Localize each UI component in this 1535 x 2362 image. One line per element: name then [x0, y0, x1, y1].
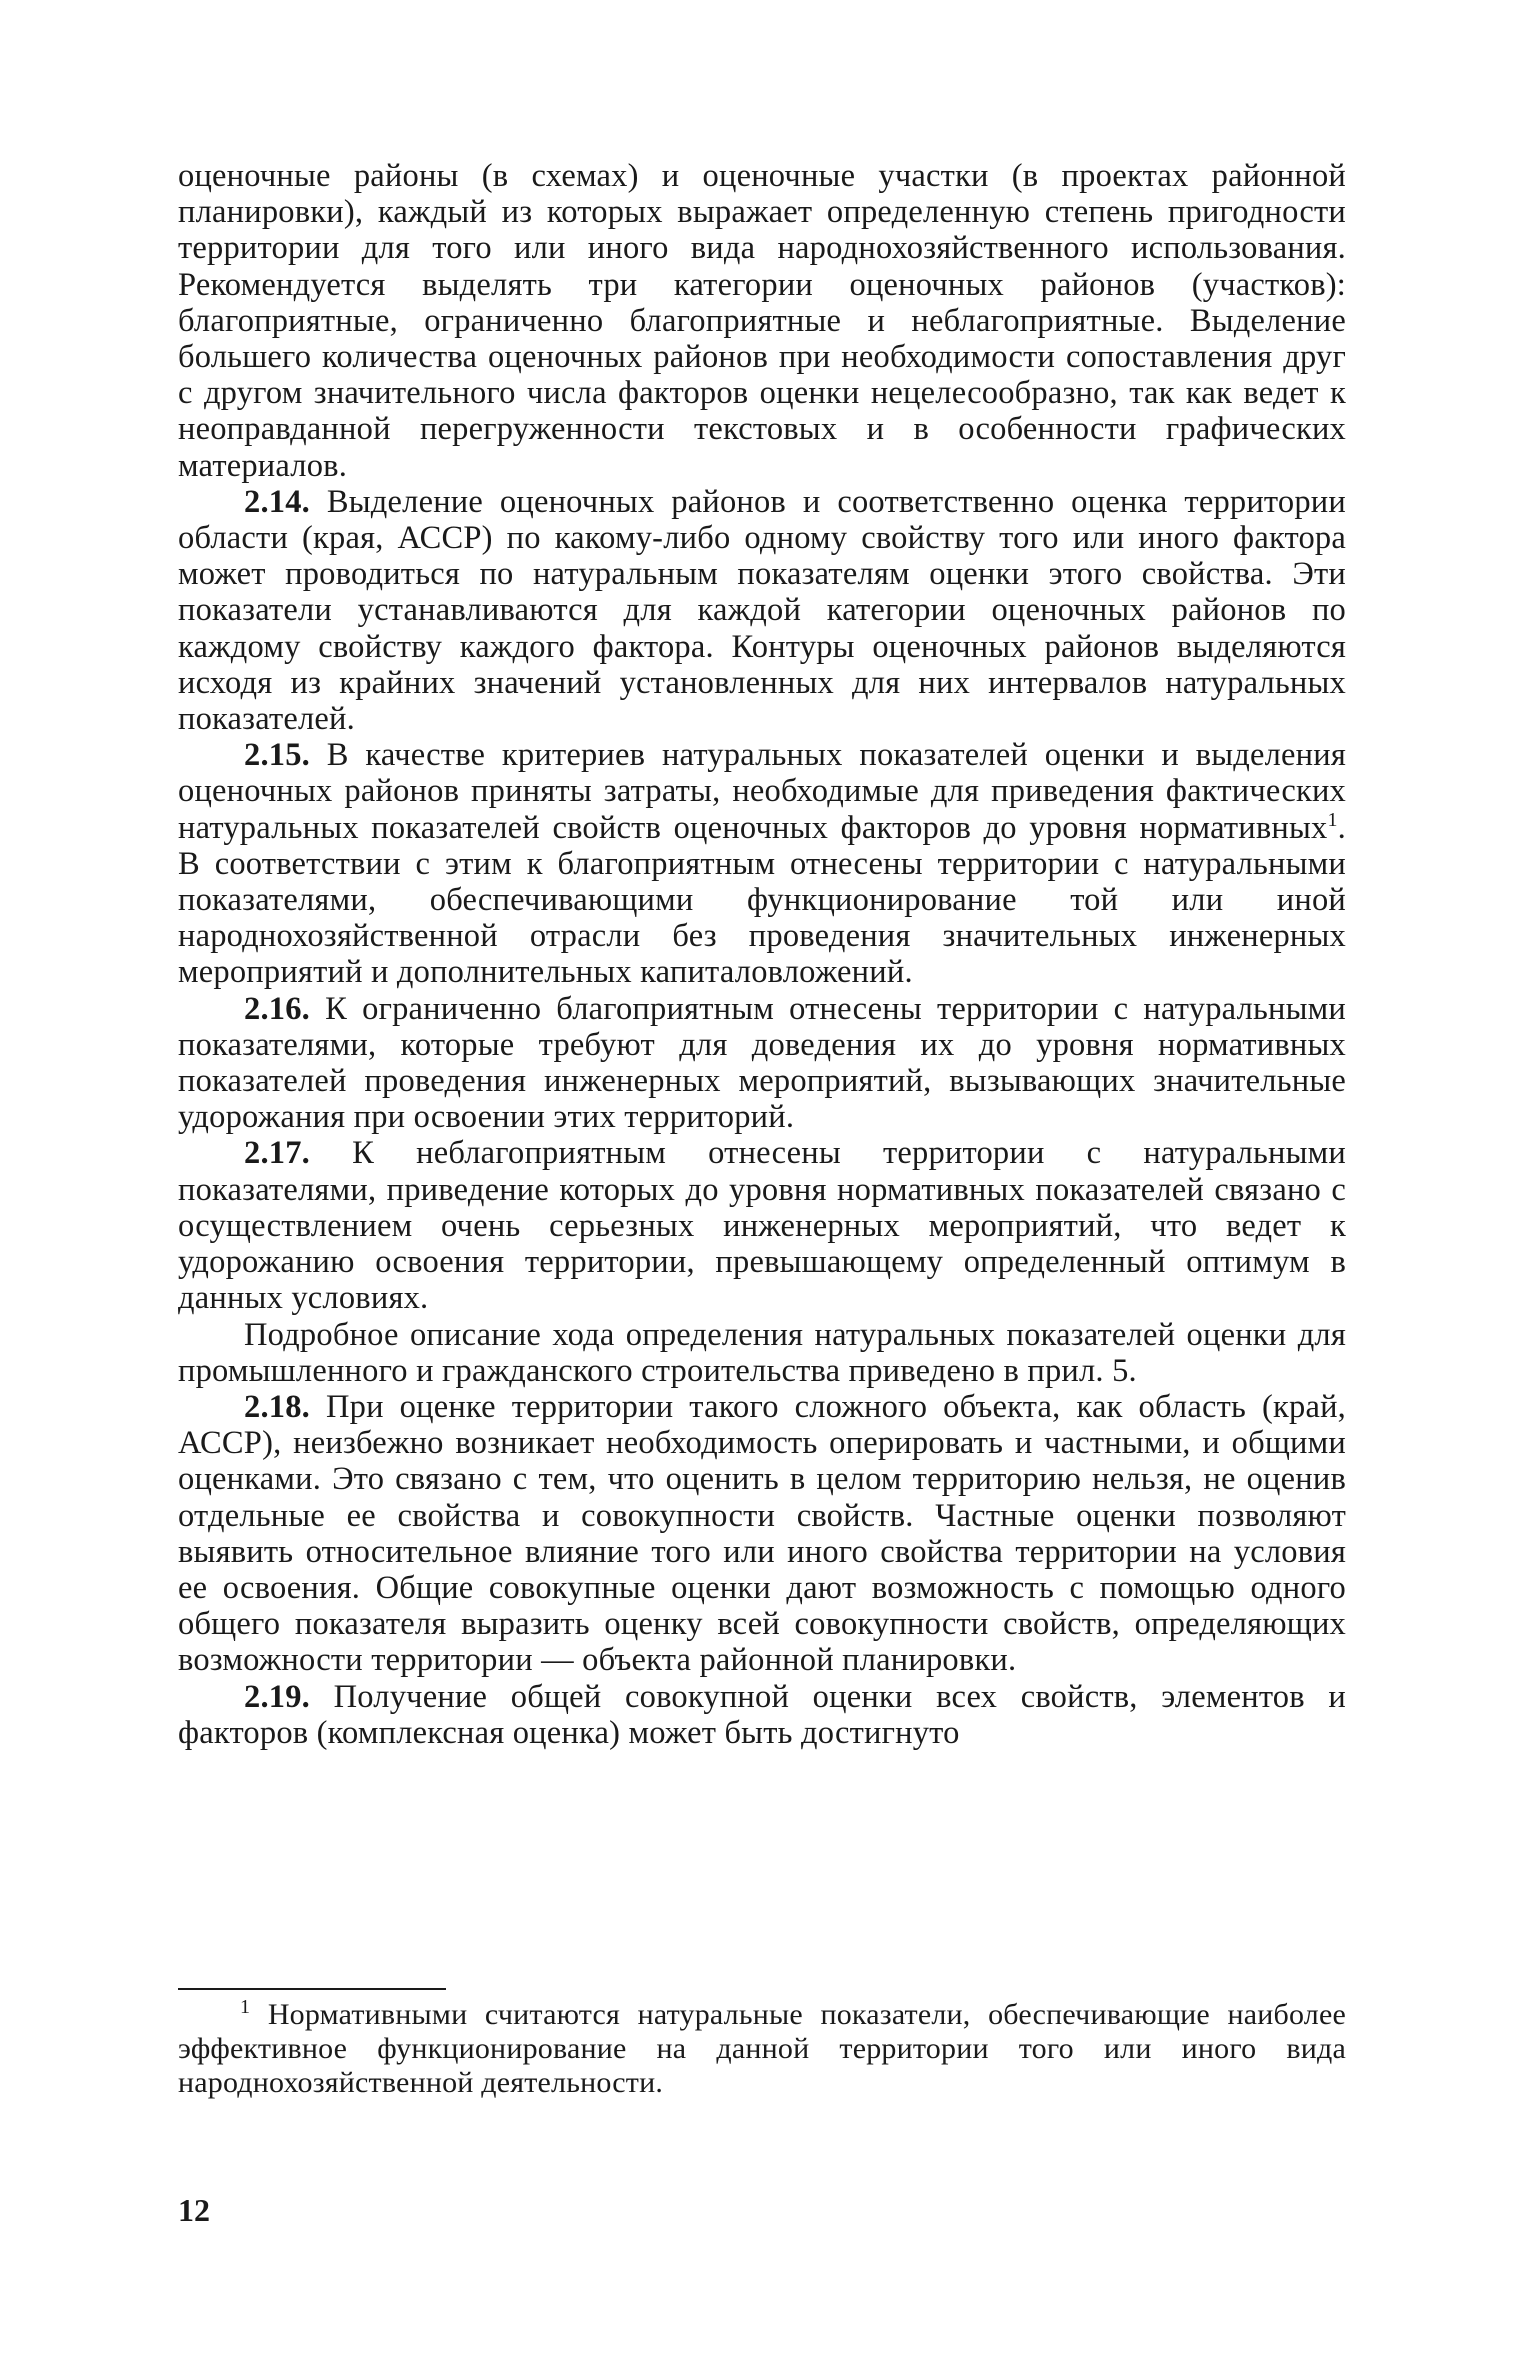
paragraph-text: Выделение оценочных районов и соответственно оценка территории области (края, АССР) по какому-либо одному свойству того или иного фактора может проводиться по натуральным показателям оценки этого свойства. Эти показатели устанавливаются для каждой категории оценочных районов по каждому свойству каждого фактора. Контуры оценочных районов выделяются исходя из крайних значений установленных для них интервалов натуральных показателей. — [178, 483, 1346, 738]
paragraph-number: 2.15. — [244, 737, 310, 774]
body-text — [178, 158, 1346, 1751]
paragraph-text: К неблагоприятным отнесены территории с натуральными показателями, приведение которых до уровня нормативных показателей связано с осуществлением очень серьезных инженерных мероприятий, что ведет к удорожанию освоения территории, превышающему определенный оптимум в данных условиях. — [178, 1135, 1346, 1317]
footnote-text: Нормативными считаются натуральные показатели, обеспечивающие наиболее эффективное функционирование на данной территории того или иного вида народнохозяйственной деятельности. — [178, 1998, 1346, 2099]
paragraph-text: Получение общей совокупной оценки всех свойств, элементов и факторов (комплексная оценка) может быть достигнуто — [178, 1678, 1346, 1751]
paragraph-number: 2.17. — [244, 1135, 310, 1172]
footnote-mark: 1 — [240, 1996, 251, 2018]
paragraph-text: В качестве критериев натуральных показателей оценки и выделения оценочных районов приняты затраты, необходимые для приведения фактических натуральных показателей свойств оценочных факторов до уровня нормативных — [178, 737, 1346, 846]
paragraph-2-19 — [178, 1679, 1346, 1751]
paragraph-number: 2.16. — [244, 990, 310, 1027]
paragraph-number: 2.18. — [244, 1388, 310, 1425]
paragraph-number: 2.14. — [244, 483, 310, 520]
page-number: 12 — [178, 2192, 210, 2228]
paragraph-number: 2.19. — [244, 1678, 310, 1715]
paragraph-text: К ограниченно благоприятным отнесены территории с натуральными показателями, которые требуют для доведения их до уровня нормативных показателей проведения инженерных мероприятий, вызывающих значительные удорожания при освоении этих территорий. — [178, 990, 1346, 1136]
footnote-section — [178, 1988, 1346, 2100]
paragraph-2-17 — [178, 1135, 1346, 1316]
paragraph-text: Подробное описание хода определения натуральных показателей оценки для промышленного и гражданского строительства приведено в прил. 5. — [178, 1316, 1346, 1389]
footnote-reference: 1 — [1327, 808, 1338, 831]
paragraph-2-18 — [178, 1389, 1346, 1679]
paragraph-text: При оценке территории такого сложного объекта, как область (край, АССР), неизбежно возникает необходимость оперировать и частными, и общими оценками. Это связано с тем, что оценить в целом территорию нельзя, не оценив отдельные ее свойства и совокупности свойств. Частные оценки позволяют выявить относительное влияние того или иного свойства территории на условия ее освоения. Общие совокупные оценки дают возможность с помощью одного общего показателя выразить оценку всей совокупности свойств, определяющих возможности территории — объекта районной планировки. — [178, 1388, 1346, 1679]
paragraph-2-14 — [178, 484, 1346, 737]
paragraph-text-continued: . В соответствии с этим к благоприятным отнесены территории с натуральными показателями, обеспечивающими функционирование той или иной народнохозяйственной отрасли без проведения значительных инженерных мероприятий и дополнительных капиталовложений. — [178, 809, 1346, 991]
paragraph-2-15 — [178, 737, 1346, 990]
footnote-divider — [178, 1988, 446, 1990]
paragraph-continuation — [178, 158, 1346, 484]
paragraph-2-16 — [178, 991, 1346, 1136]
footnote — [178, 1998, 1346, 2100]
paragraph-text: оценочные районы (в схемах) и оценочные участки (в проектах районной планировки), каждый из которых выражает определенную степень пригодности территории для того или иного вида народнохозяйственного использования. Рекомендуется выделять три категории оценочных районов (участков): благоприятные, ограниченно благоприятные и неблагоприятные. Выделение большего количества оценочных районов при необходимости сопоставления друг с другом значительного числа факторов оценки нецелесообразно, так как ведет к неоправданной перегруженности текстовых и в особенности графических материалов. — [178, 158, 1346, 484]
paragraph-detail-note — [178, 1317, 1346, 1389]
